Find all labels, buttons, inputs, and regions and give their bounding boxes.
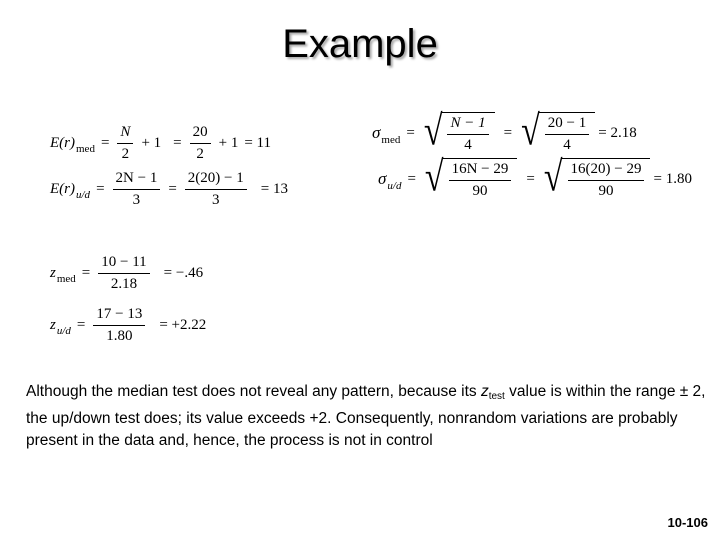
conclusion-paragraph: Although the median test does not reveal any pattern, because its ztest value is within the range ± 2, the up/down test does; its value exceeds +2. Consequently, nonrandom variations are probably present in the data and, hence, the process is not in control [26, 383, 706, 449]
lhs: $E(r)_{med}$ [50, 135, 95, 155]
result: = 11 [244, 135, 271, 151]
z-median-equation: $z_{med}$ = $\frac{10 - 11}{2.18}$ = −.46 [50, 254, 204, 292]
square-root: √ $\frac{N - 1}{4}$ [424, 112, 495, 154]
result: = 13 [260, 181, 288, 197]
lhs: $z_{med}$ [50, 265, 76, 285]
fraction: $\frac{2N - 1}{3}$ [113, 170, 161, 209]
square-root: √ $\frac{16N - 29}{90}$ [425, 158, 517, 200]
fraction: $\frac{2(20) - 1}{3}$ [185, 170, 247, 209]
lhs: $z_{u/d}$ [50, 317, 71, 337]
result: = 2.18 [598, 124, 637, 141]
slide-title: Example [282, 22, 438, 66]
fraction: $\frac{17 - 13}{1.80}$ [93, 306, 145, 345]
lhs: $E(r)_{u/d}$ [50, 181, 91, 201]
lhs: $\sigma_{u/d}$ [378, 169, 402, 192]
z-updown-equation: $z_{u/d}$ = $\frac{17 - 13}{1.80}$ = +2.22 [50, 306, 207, 344]
fraction: $\frac{N}{2}$ [117, 124, 133, 163]
square-root: √ $\frac{20 - 1}{4}$ [521, 112, 595, 154]
expected-runs-updown-equation: $E(r)_{u/d}$ = $\frac{2N - 1}{3}$ = $\frac{2(20) - 1}{3}$ = 13 [50, 170, 288, 208]
fraction: $\frac{20}{2}$ [190, 124, 211, 163]
sigma-median-equation: $\sigma_{med}$ = √ $\frac{N - 1}{4}$ = √ $\frac{20 - 1}{4}$ = 2.18 [372, 108, 637, 155]
result: = 1.80 [653, 170, 692, 187]
result: = +2.22 [159, 317, 207, 333]
square-root: √ $\frac{16(20) - 29}{90}$ [544, 158, 651, 200]
fraction: $\frac{10 - 11}{2.18}$ [98, 254, 149, 293]
result: = −.46 [163, 265, 204, 281]
lhs: $\sigma_{med}$ [372, 123, 401, 146]
page-number: 10-106 [667, 515, 708, 530]
sigma-updown-equation: $\sigma_{u/d}$ = √ $\frac{16N - 29}{90}$ = √ $\frac{16(20) - 29}{90}$ = 1.80 [378, 154, 692, 201]
expected-runs-median-equation: $E(r)_{med}$ = $\frac{N}{2}$ + 1 = $\frac{20}{2}$ + 1 = 11 [50, 124, 271, 162]
